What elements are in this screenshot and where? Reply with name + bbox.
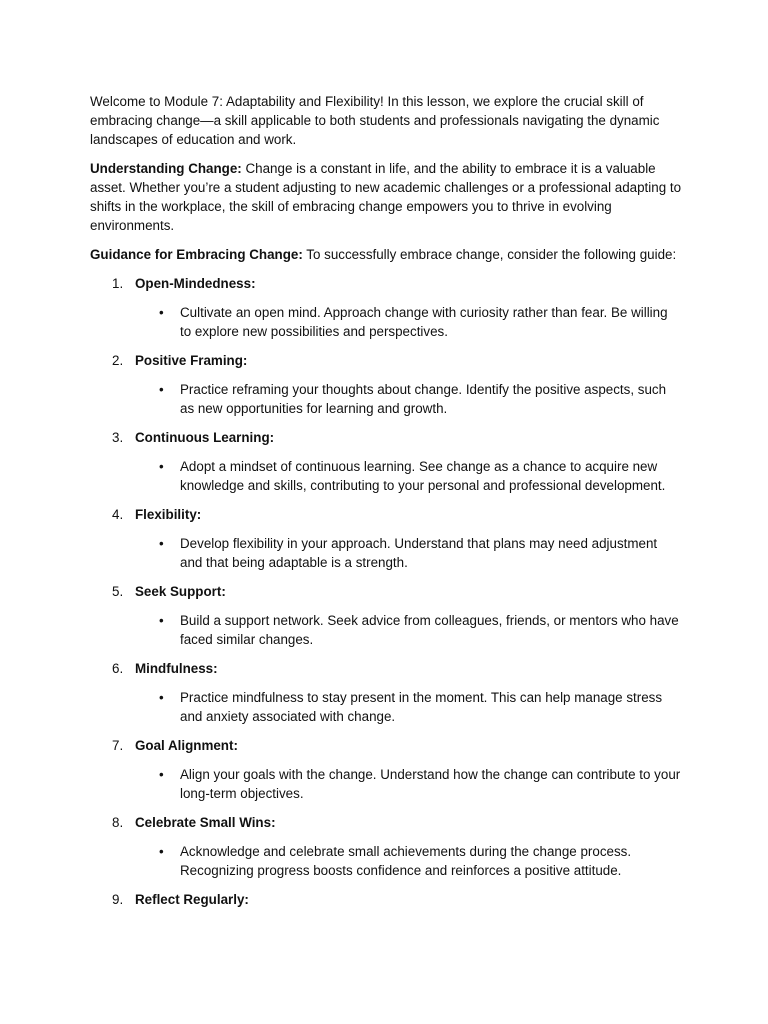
list-number: 4. xyxy=(112,507,124,522)
list-item-title: Flexibility: xyxy=(135,507,202,522)
list-item xyxy=(90,351,682,418)
guidance-text: To successfully embrace change, consider the following guide: xyxy=(302,247,677,262)
bullet-item xyxy=(135,303,682,341)
list-item xyxy=(90,659,682,726)
document-page xyxy=(90,92,682,919)
understanding-heading: Understanding Change: xyxy=(90,161,242,176)
list-item-title: Celebrate Small Wins: xyxy=(135,815,276,830)
list-item xyxy=(90,890,682,909)
bullet-list xyxy=(135,457,682,495)
list-item-title: Reflect Regularly: xyxy=(135,892,249,907)
list-item-title: Continuous Learning: xyxy=(135,430,275,445)
bullet-text: Build a support network. Seek advice from colleagues, friends, or mentors who have faced similar changes. xyxy=(180,613,679,647)
bullet-icon: • xyxy=(159,767,164,782)
bullet-list xyxy=(135,611,682,649)
list-number: 7. xyxy=(112,738,124,753)
guidance-list xyxy=(90,274,682,909)
list-item xyxy=(90,505,682,572)
bullet-text: Acknowledge and celebrate small achievements during the change process. Recognizing progress boosts confidence and reinforces a positive attitude. xyxy=(180,844,632,878)
bullet-list xyxy=(135,303,682,341)
bullet-text: Align your goals with the change. Understand how the change can contribute to your long-term objectives. xyxy=(180,767,681,801)
bullet-icon: • xyxy=(159,459,164,474)
list-number: 8. xyxy=(112,815,124,830)
bullet-text: Adopt a mindset of continuous learning. See change as a chance to acquire new knowledge and skills, contributing to your personal and professional development. xyxy=(180,459,666,493)
bullet-text: Practice mindfulness to stay present in the moment. This can help manage stress and anxiety associated with change. xyxy=(180,690,663,724)
bullet-item xyxy=(135,534,682,572)
list-number: 9. xyxy=(112,892,124,907)
bullet-item xyxy=(135,380,682,418)
list-item-title: Positive Framing: xyxy=(135,353,248,368)
bullet-item xyxy=(135,765,682,803)
bullet-list xyxy=(135,380,682,418)
guidance-heading: Guidance for Embracing Change: xyxy=(90,247,303,262)
list-item-title: Seek Support: xyxy=(135,584,226,599)
bullet-list xyxy=(135,765,682,803)
bullet-icon: • xyxy=(159,690,164,705)
bullet-icon: • xyxy=(159,305,164,320)
list-item xyxy=(90,736,682,803)
bullet-list xyxy=(135,534,682,572)
bullet-text: Practice reframing your thoughts about change. Identify the positive aspects, such as new opportunities for learning and growth. xyxy=(180,382,667,416)
list-item-title: Mindfulness: xyxy=(135,661,218,676)
list-item xyxy=(90,813,682,880)
bullet-icon: • xyxy=(159,613,164,628)
bullet-item xyxy=(135,842,682,880)
list-item xyxy=(90,428,682,495)
list-item-title: Goal Alignment: xyxy=(135,738,238,753)
intro-paragraph: Welcome to Module 7: Adaptability and Flexibility! In this lesson, we explore the crucial skill of embracing change—a skill applicable to both students and professionals navigating the dynamic landscapes of education and work. xyxy=(90,94,660,147)
list-number: 1. xyxy=(112,276,124,291)
list-number: 3. xyxy=(112,430,124,445)
list-item xyxy=(90,582,682,649)
bullet-text: Cultivate an open mind. Approach change with curiosity rather than fear. Be willing to explore new possibilities and perspectives. xyxy=(180,305,668,339)
list-item xyxy=(90,274,682,341)
bullet-item xyxy=(135,611,682,649)
bullet-text: Develop flexibility in your approach. Understand that plans may need adjustment and that being adaptable is a strength. xyxy=(180,536,658,570)
bullet-icon: • xyxy=(159,536,164,551)
bullet-item xyxy=(135,688,682,726)
bullet-item xyxy=(135,457,682,495)
bullet-icon: • xyxy=(159,382,164,397)
understanding-paragraph xyxy=(90,159,682,235)
bullet-list xyxy=(135,842,682,880)
bullet-list xyxy=(135,688,682,726)
guidance-paragraph xyxy=(90,245,682,264)
list-number: 2. xyxy=(112,353,124,368)
list-number: 5. xyxy=(112,584,124,599)
bullet-icon: • xyxy=(159,844,164,859)
list-item-title: Open-Mindedness: xyxy=(135,276,256,291)
understanding-text: Change is a constant in life, and the ability to embrace it is a valuable asset. Whether you’re a student adjusting to new academic challenges or a professional adapting to shifts in the workplace, the skill of embracing change empowers you to thrive in evolving environments. xyxy=(90,161,682,233)
list-number: 6. xyxy=(112,661,124,676)
